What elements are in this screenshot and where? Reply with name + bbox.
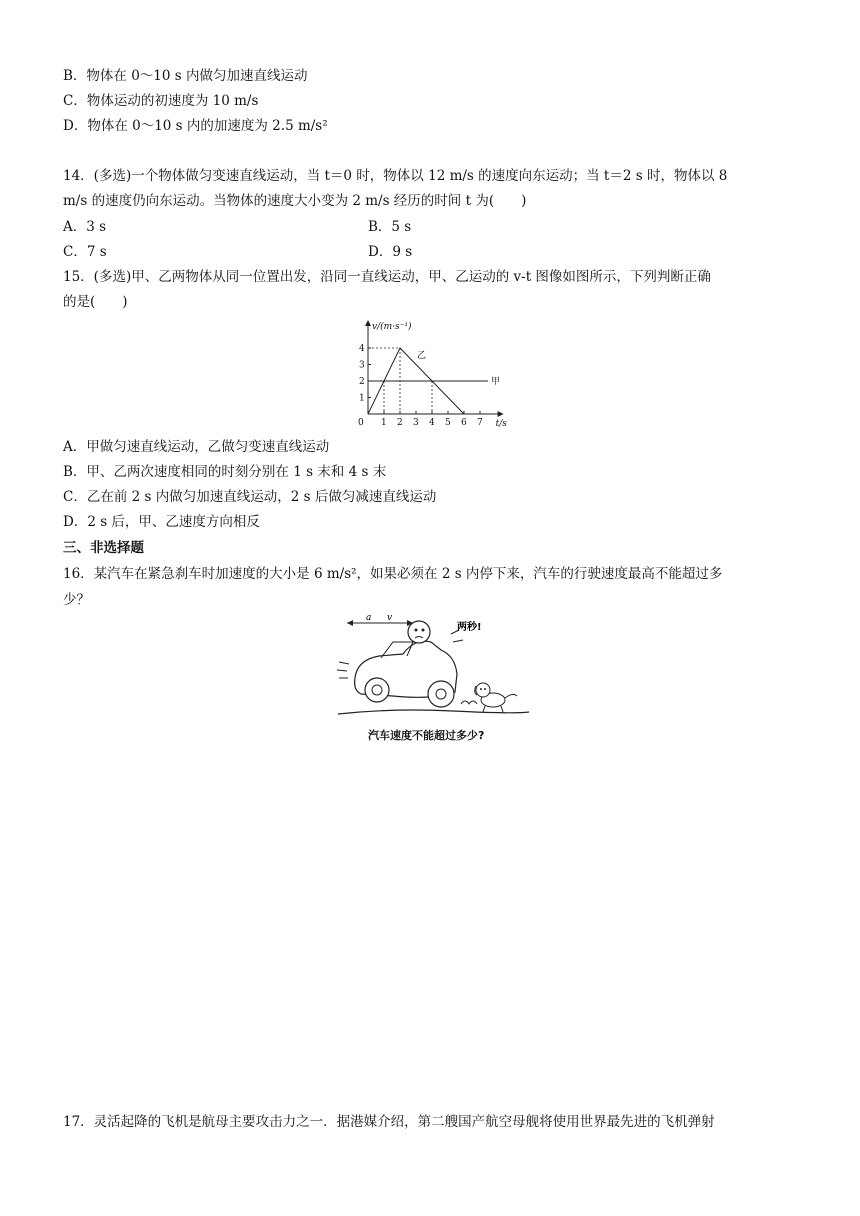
q14-option-c: C．7 s bbox=[63, 244, 107, 260]
y-axis-label: v/(m·s⁻¹) bbox=[372, 322, 412, 332]
q15-stem-line1: 15．(多选)甲、乙两物体从同一位置出发，沿同一直线运动，甲、乙运动的 v-t 图像如图所示，下列判断正确 bbox=[63, 269, 711, 285]
q14-option-b: B．5 s bbox=[368, 219, 412, 235]
q15-option-c: C．乙在前 2 s 内做匀加速直线运动，2 s 后做匀减速直线运动 bbox=[63, 489, 437, 505]
q14-option-d: D．9 s bbox=[368, 244, 413, 260]
y-tick-label: 3 bbox=[359, 360, 365, 371]
q15-option-b: B．甲、乙两次速度相同的时刻分别在 1 s 末和 4 s 末 bbox=[63, 464, 387, 480]
y-tick-label: 2 bbox=[359, 377, 365, 387]
q17-stem-line1: 17．灵活起降的飞机是航母主要攻击力之一．据港媒介绍，第二艘国产航空母舰将使用世界最先进的飞机弹射 bbox=[63, 1114, 715, 1130]
q15-option-a: A．甲做匀速直线运动，乙做匀变速直线运动 bbox=[63, 439, 330, 455]
q14-stem-line2: m/s 的速度仍向东运动。当物体的速度大小变为 2 m/s 经历的时间 t 为( ) bbox=[63, 193, 527, 209]
arrow-label-a: a bbox=[366, 613, 372, 623]
q13-option-b: B．物体在 0～10 s 内做匀加速直线运动 bbox=[63, 68, 308, 84]
x-tick-label: 6 bbox=[461, 418, 467, 428]
x-tick-label: 3 bbox=[413, 418, 419, 428]
x-axis-label: t/s bbox=[495, 419, 507, 429]
section-title: 三、非选择题 bbox=[63, 540, 144, 556]
y-tick-label: 1 bbox=[359, 393, 365, 404]
x-tick-label: 7 bbox=[477, 418, 483, 428]
q16-stem-line2: 少？ bbox=[63, 592, 90, 608]
graph-axes bbox=[365, 320, 504, 417]
y-tick-label: 4 bbox=[359, 344, 365, 354]
figure-caption: 汽车速度不能超过多少? bbox=[368, 729, 485, 742]
x-tick-label: 0 bbox=[358, 418, 364, 428]
q14-stem-line1: 14．(多选)一个物体做匀变速直线运动，当 t＝0 时，物体以 12 m/s 的速度向东运动；当 t＝2 s 时，物体以 8 bbox=[63, 168, 728, 184]
speech-text: 两秒! bbox=[457, 622, 482, 633]
x-tick-label: 5 bbox=[445, 418, 451, 428]
x-tick-label: 4 bbox=[429, 418, 435, 428]
q16-stem-line1: 16．某汽车在紧急刹车时加速度的大小是 6 m/s²，如果必须在 2 s 内停下来，汽车的行驶速度最高不能超过多 bbox=[63, 566, 723, 582]
x-axis-arrow bbox=[498, 411, 504, 417]
q13-option-c: C．物体运动的初速度为 10 m/s bbox=[63, 93, 259, 109]
q15-stem-line2: 的是( ) bbox=[63, 294, 128, 310]
x-tick-label: 1 bbox=[381, 418, 387, 428]
arrow-label-v: v bbox=[387, 613, 393, 623]
q15-option-d: D．2 s 后，甲、乙速度方向相反 bbox=[63, 514, 260, 530]
q14-option-a: A．3 s bbox=[63, 219, 107, 235]
y-axis-arrow bbox=[365, 320, 371, 326]
graph-labels bbox=[358, 321, 507, 429]
series-label-jia: 甲 bbox=[491, 377, 501, 387]
braking-car-illustration bbox=[333, 612, 533, 720]
x-tick-label: 2 bbox=[397, 418, 403, 428]
series-label-yi: 乙 bbox=[417, 351, 427, 361]
graph-series bbox=[368, 348, 488, 414]
q13-option-d: D．物体在 0～10 s 内的加速度为 2.5 m/s² bbox=[63, 118, 328, 134]
vt-graph bbox=[355, 318, 515, 434]
